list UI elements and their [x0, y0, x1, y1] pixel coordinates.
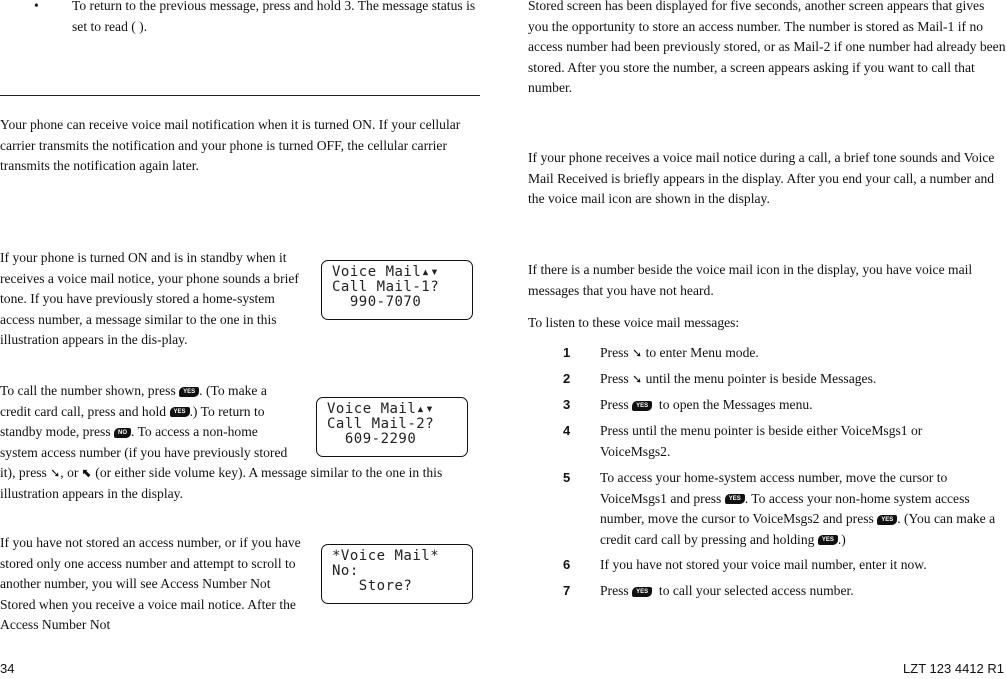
during-call-paragraph: If your phone receives a voice mail notice during a call, a brief tone sounds and Voice Mail Received is briefly appears in the display. After you end your call, a number and the voice mail icon are shown in the display. [528, 150, 995, 206]
text: To call the number shown, press [0, 383, 176, 398]
display-mail-1: Voice Mail▴▾ Call Mail-1? 990-7070 [321, 260, 473, 320]
step-number: 4 [563, 423, 571, 438]
up-arrow-key-icon: ⬉ [81, 466, 92, 480]
display-store: *Voice Mail* No: Store? [321, 544, 473, 604]
notification-paragraph: Your phone can receive voice mail notification when it is turned ON. If your cellular carrier transmits the notification and your phone is turned OFF, the cellular carrier transmits the notification again later. [0, 117, 461, 173]
bullet: • [34, 0, 39, 13]
yes-key-icon: YES [170, 407, 190, 417]
yes-key-icon: YES [877, 515, 897, 525]
divider [0, 95, 480, 96]
step-number: 7 [563, 583, 571, 598]
step-5: To access your home-system access number, move the cursor to VoiceMsgs1 and press YES . To access your non-home system access number, move the cursor to VoiceMsgs2 and press YES . (You can make a credit card call by pressing and holding YES .) [600, 470, 996, 547]
step-7: Press YES to call your selected access number. [600, 583, 854, 598]
step-2: Press ➘ until the menu pointer is beside Messages. [600, 371, 877, 386]
listen-intro: To listen to these voice mail messages: [528, 315, 740, 330]
voice-mail-icon-paragraph: If there is a number beside the voice mail icon in the display, you have voice mail messages that you have not heard. [528, 262, 973, 298]
yes-key-icon: YES [632, 587, 652, 597]
step-3: Press YES to open the Messages menu. [600, 397, 813, 412]
document-code: LZT 123 4412 R1 [903, 661, 1004, 676]
step-number: 6 [563, 557, 571, 572]
down-arrow-key-icon: ➘ [632, 346, 643, 360]
step-6: If you have not stored your voice mail number, enter it now. [600, 557, 927, 572]
step-number: 3 [563, 397, 571, 412]
text: . (To make a credit card call, press and hold [0, 383, 267, 419]
yes-key-icon: YES [179, 387, 199, 397]
down-arrow-key-icon: ➘ [50, 466, 61, 480]
no-key-icon: NO [114, 428, 131, 438]
down-arrow-key-icon: ➘ [632, 372, 643, 386]
yes-key-icon: YES [725, 494, 745, 504]
step-1: Press ➘ to enter Menu mode. [600, 345, 759, 360]
standby-paragraph: If your phone is turned ON and is in standby when it receives a voice mail notice, your phone sounds a brief tone. If you have previously stored a home-system access number, a message similar to the one in this illustration appears in the dis-play. [0, 250, 299, 347]
yes-key-icon: YES [818, 535, 838, 545]
text: (or either side volume key). A message similar to the one in this illustration appears in the display. [0, 465, 443, 501]
bullet-text: To return to the previous message, press and hold 3. The message status is set to read ( ). [72, 0, 476, 34]
text: , or [60, 465, 79, 480]
step-number: 5 [563, 470, 571, 485]
display-mail-2: Voice Mail▴▾ Call Mail-2? 609-2290 [316, 397, 468, 457]
not-stored-paragraph: If you have not stored an access number, or if you have stored only one access number and attempt to scroll to another number, you will see Access Number Not Stored when you receive a voice mail notice. After the Access Number Not [0, 535, 301, 632]
text: . To access a non-home system access number (if you have previously stored it), press [0, 424, 288, 480]
step-number: 1 [563, 345, 571, 360]
yes-key-icon: YES [632, 401, 652, 411]
step-number: 2 [563, 371, 571, 386]
text: .) To return to standby mode, press [0, 403, 265, 439]
step-4: Press until the menu pointer is beside either VoiceMsgs1 or VoiceMsgs2. [600, 423, 923, 459]
stored-screen-paragraph: Stored screen has been displayed for five seconds, another screen appears that gives you the opportunity to store an access number. The number is stored as Mail-1 if no access number had been previously stored, or as Mail-2 if one number had already been stored. After you store the number, a screen appears asking if you want to call that number. [528, 0, 1006, 95]
page-number: 34 [0, 661, 15, 676]
